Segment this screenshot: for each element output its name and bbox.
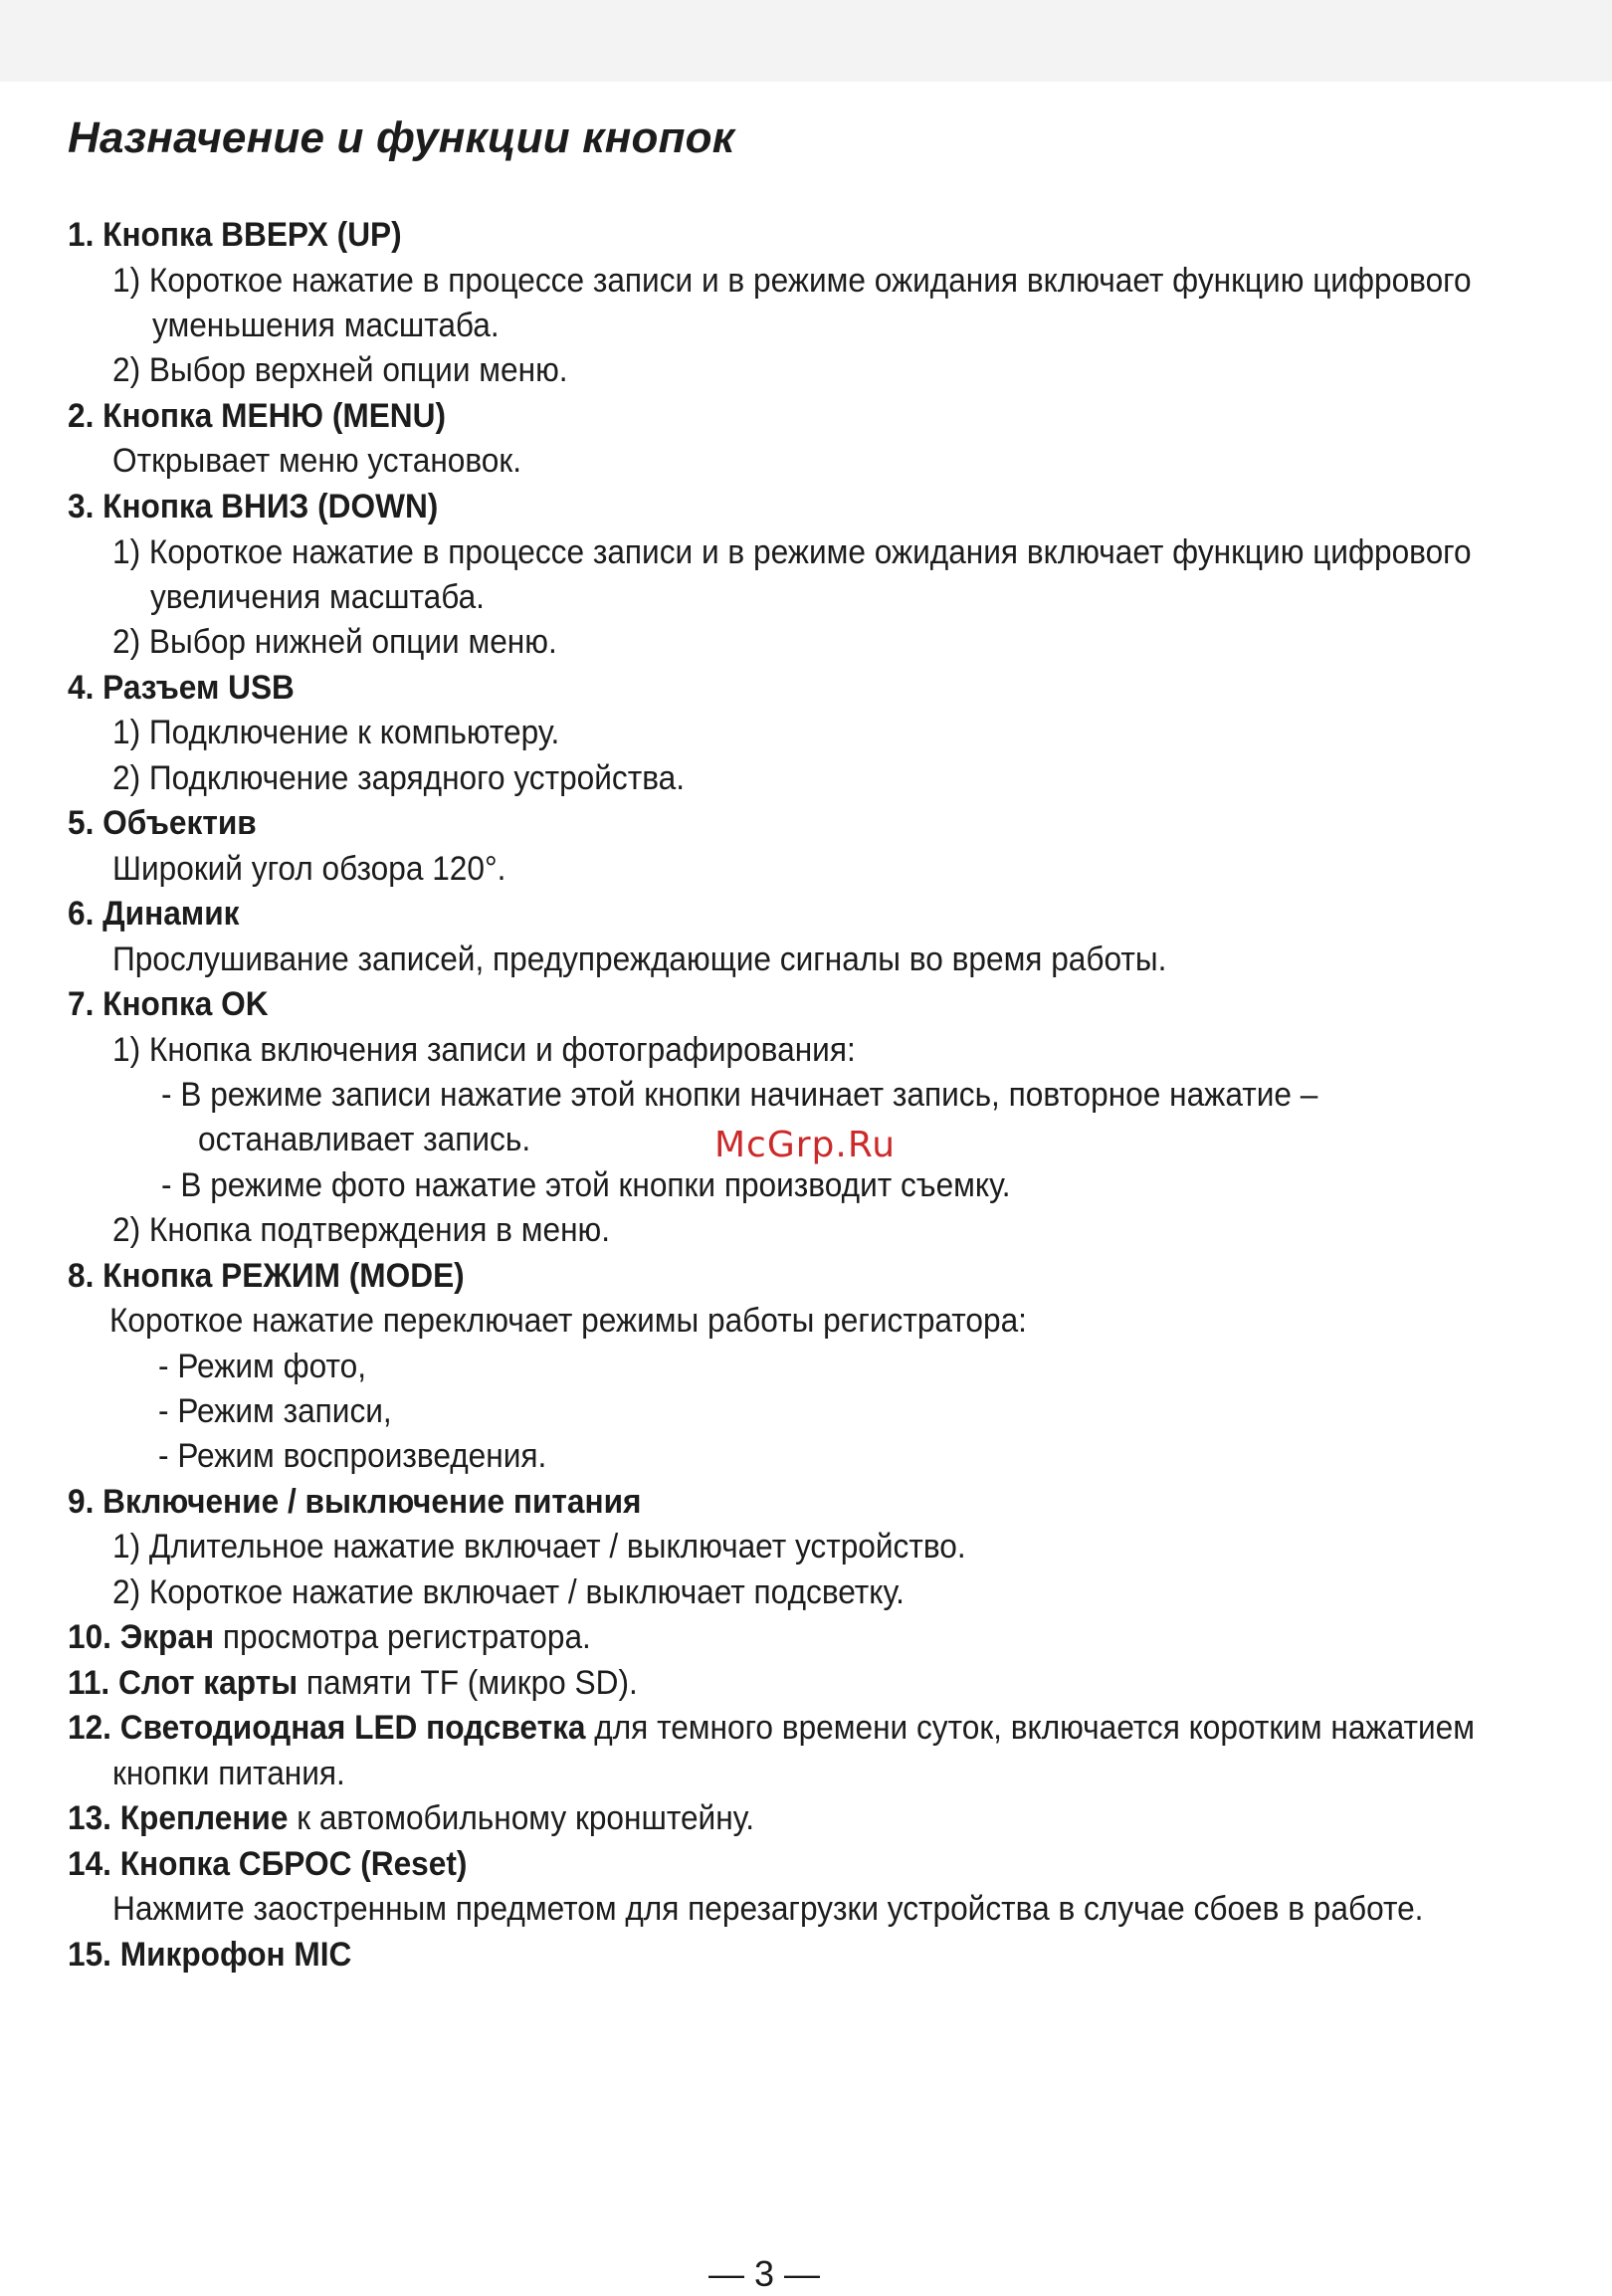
item-text: увеличения масштаба.: [150, 578, 485, 616]
item-text: останавливает запись.: [198, 1121, 531, 1158]
item-text: 2) Кнопка подтверждения в меню.: [112, 1211, 611, 1249]
item-text: - Режим воспроизведения.: [158, 1437, 547, 1475]
item-mount: [68, 1798, 754, 1838]
item-heading-ok: 7. Кнопка OK: [68, 985, 269, 1023]
item-text: 2) Выбор нижней опции меню.: [112, 623, 557, 661]
item-text: просмотра регистратора.: [214, 1618, 591, 1656]
item-label: 11. Слот карты: [68, 1664, 299, 1702]
item-text: 2) Подключение зарядного устройства.: [112, 759, 686, 797]
item-text: 1) Подключение к компьютеру.: [112, 714, 560, 751]
item-text: 1) Длительное нажатие включает / выключает устройство.: [112, 1528, 966, 1565]
item-heading-reset: 14. Кнопка СБРОС (Reset): [68, 1845, 468, 1883]
top-band: [0, 0, 1612, 82]
item-heading-power: 9. Включение / выключение питания: [68, 1483, 642, 1521]
item-label: 10. Экран: [68, 1618, 215, 1656]
item-text: - В режиме фото нажатие этой кнопки производит съемку.: [161, 1166, 1011, 1204]
item-text: кнопки питания.: [112, 1755, 345, 1792]
item-text: для темного времени суток, включается коротким нажатием: [585, 1709, 1475, 1747]
item-text: - Режим фото,: [158, 1348, 366, 1385]
item-text: - Режим записи,: [158, 1392, 392, 1430]
item-label: 13. Крепление: [68, 1799, 289, 1837]
item-text: Широкий угол обзора 120°.: [112, 850, 506, 888]
item-text: Нажмите заостренным предметом для перезагрузки устройства в случае сбоев в работе.: [112, 1890, 1424, 1928]
item-text: 2) Короткое нажатие включает / выключает подсветку.: [112, 1573, 905, 1611]
item-heading-down: 3. Кнопка ВНИЗ (DOWN): [68, 488, 439, 525]
item-heading-lens: 5. Объектив: [68, 804, 257, 842]
item-heading-speaker: 6. Динамик: [68, 895, 240, 933]
item-label: 12. Светодиодная LED подсветка: [68, 1709, 586, 1747]
item-screen: [68, 1617, 591, 1657]
item-text: Прослушивание записей, предупреждающие сигналы во время работы.: [112, 940, 1167, 978]
item-text: Открывает меню установок.: [112, 442, 522, 480]
item-heading-mic: 15. Микрофон MIC: [68, 1936, 352, 1974]
item-text: - В режиме записи нажатие этой кнопки начинает запись, повторное нажатие –: [161, 1076, 1318, 1114]
item-text: 2) Выбор верхней опции меню.: [112, 351, 568, 389]
item-card-slot: [68, 1663, 638, 1703]
item-text: к автомобильному кронштейну.: [288, 1799, 755, 1837]
item-text: уменьшения масштаба.: [152, 307, 500, 344]
item-led-light: [68, 1708, 1475, 1748]
item-heading-menu: 2. Кнопка МЕНЮ (MENU): [68, 397, 446, 435]
item-text: Короткое нажатие переключает режимы работы регистратора:: [109, 1302, 1027, 1340]
page-title: Назначение и функции кнопок: [68, 113, 735, 162]
item-text: 1) Короткое нажатие в процессе записи и в режиме ожидания включает функцию цифрового: [112, 533, 1472, 571]
item-heading-mode: 8. Кнопка РЕЖИМ (MODE): [68, 1257, 465, 1295]
page-number: — 3 —: [708, 2253, 821, 2294]
item-heading-up: 1. Кнопка ВВЕРХ (UP): [68, 216, 402, 254]
item-text: 1) Кнопка включения записи и фотографирования:: [112, 1031, 856, 1069]
item-heading-usb: 4. Разъем USB: [68, 669, 295, 707]
watermark: McGrp.Ru: [714, 1125, 897, 1165]
item-text: 1) Короткое нажатие в процессе записи и в режиме ожидания включает функцию цифрового: [112, 262, 1472, 300]
item-text: памяти TF (микро SD).: [298, 1664, 638, 1702]
